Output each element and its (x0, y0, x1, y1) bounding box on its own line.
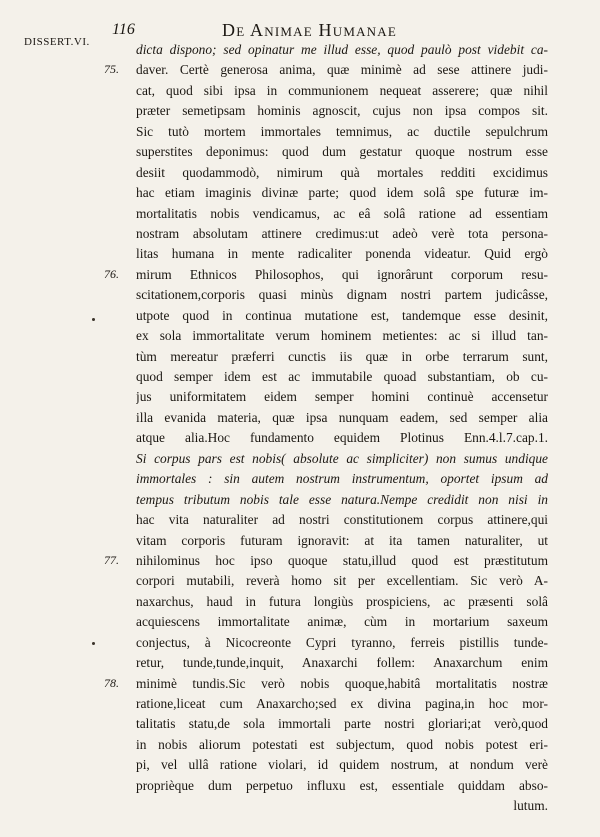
text-line: superstites deponimus: quod dum gestatur quoque nostrum esse (136, 144, 548, 160)
text-line: dicta dispono; sed opinatur me illud esse, quod paulò post videbit ca- (136, 42, 548, 57)
text-line: conjectus, à Nicocreonte Cypri tyranno, ferreis pistillis tunde- (136, 634, 548, 650)
paragraph-number: 78. (104, 675, 119, 690)
text-line: litas humana in mente radicaliter ponenda videatur. Quid ergò (136, 246, 548, 262)
text-line: hac vita naturaliter ad nostri constitutionem corpus attinere,qui (136, 512, 548, 528)
text-line: hac etiam imaginis divinæ parte; quod idem solâ spe futuræ im- (136, 185, 548, 201)
text-line: lutum. (513, 798, 548, 814)
text-line: Sic tutò mortem immortales temnimus, ac ductile sepulchrum (136, 123, 548, 139)
paragraph-number: 76. (104, 266, 119, 281)
running-header (0, 10, 600, 48)
margin-mark (92, 318, 95, 321)
text-line: scitationem,corporis quasi minùs dignam nostri partem judicâsse, (136, 287, 548, 303)
body-text (136, 40, 548, 817)
text-line: proprièque dum perpetuo influxu est, essentiale quiddam abso- (136, 777, 548, 793)
text-line: tùm mereatur præferri cunctis iis quæ in orbe terrarum sunt, (136, 348, 548, 364)
text-line: desiit quodammodò, nimirum quà mortales redditi excidimus (136, 164, 548, 180)
text-line: corpori mutabili, reverà homo sit per excellentiam. Sic verò A- (136, 573, 548, 589)
text-line: præter semetipsam hominis agnoscit, cujus non ipsa compos sit. (136, 103, 548, 119)
text-line: nihilominus hoc ipso quoque statu,illud quod est præstitutum (136, 552, 548, 568)
text-line: illa evanida materia, quæ ipsa nunquam eadem, sed semper alia (136, 409, 548, 425)
margin-mark (92, 642, 95, 645)
section-label: DISSERT.VI. (24, 36, 90, 48)
text-line: minimè tundis.Sic verò nobis quoque,habitâ mortalitatis nostræ (136, 675, 548, 691)
text-line: cat, quod sibi ipsa in communionem nequeat asserere; quæ nihil (136, 82, 548, 98)
text-line: acquiescens immortalitate animæ, cùm in mortarium saxeum (136, 614, 548, 630)
text-line: ratione,liceat cum Anaxarcho;sed ex divina pagina,in hoc mor- (136, 696, 548, 711)
text-line: mortalitatis nobis vendicamus, ac eâ solâ ratione ad essentiam (136, 205, 548, 221)
text-line: tempus tributum nobis tale esse natura.Nempe credidit non nisi in (136, 491, 548, 507)
text-line: nostram absolutam attinere credimus:ut adeò verè tota persona- (136, 225, 548, 241)
text-line: mirum Ethnicos Philosophos, qui ignorârunt corporum resu- (136, 266, 548, 282)
paragraph-number: 77. (104, 553, 119, 568)
text-line: talitatis statu,de sola immortali parte nostri gloriari;at verò,quod (136, 716, 548, 732)
paragraph-number: 75. (104, 62, 119, 77)
text-line: ex sola immortalitate verum hominem metientes: ac si illud tan- (136, 328, 548, 344)
text-line: Si corpus pars est nobis( absolute ac simpliciter) non sumus undique (136, 450, 548, 466)
text-line: utpote quod in continua mutatione est, tandemque esse desinit, (136, 307, 548, 323)
text-line: immortales : sin autem nostrum instrumentum, oportet ipsum ad (136, 471, 548, 487)
text-line: atque alia.Hoc fundamento equidem Plotinus Enn.4.l.7.cap.1. (136, 430, 548, 446)
text-line: daver. Certè generosa anima, quæ minimè ad sese attinere judi- (136, 62, 548, 78)
text-line: jus uniformitatem eidem semper homini continuè accensetur (136, 389, 548, 405)
text-line: pi, vel ullâ ratione violari, id quidem nostrum, at nondum verè (136, 757, 548, 773)
text-line: vitam corporis futuram ignoravit: at ita tamen naturaliter, ut (136, 532, 548, 548)
running-title: De Animae Humanae (222, 20, 398, 40)
page-number: 116 (112, 21, 135, 38)
text-line: retur, tunde,tunde,inquit, Anaxarchi follem: Anaxarchum enim (136, 655, 548, 671)
text-line: naxarchus, haud in futura longiùs prospiciens, ac præsenti solâ (136, 593, 548, 609)
text-line: in nobis aliorum potestati est subjectum, quod nobis potest eri- (136, 736, 548, 752)
text-line: quod semper idem est ac immutabile quoad substantiam, ob cu- (136, 369, 548, 384)
